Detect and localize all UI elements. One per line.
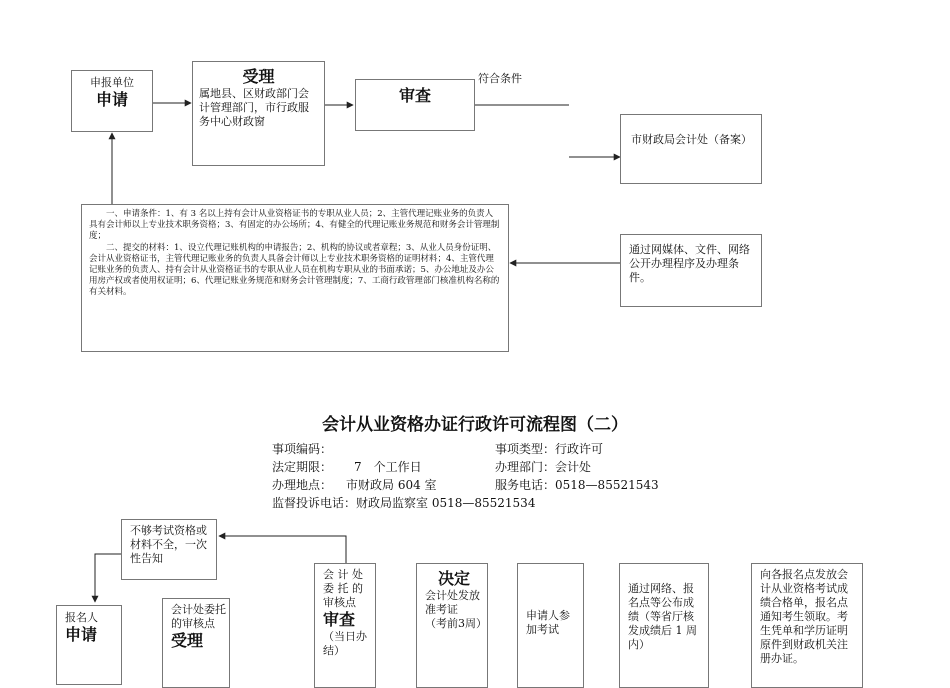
decision-box [416,563,488,688]
flow2-title: 会计从业资格办证行政许可流程图（二） [322,415,628,435]
info-place [272,476,437,495]
flow2-accept-box [162,598,230,688]
info-code [272,440,332,459]
publish-box: 通过网络、报名点等公布成绩（等省厅核发成绩后 1 周内） [619,563,709,688]
info-dept-label: 办理部门： [495,460,556,474]
flow2-review-main: 审查 [323,610,356,629]
publicity-box: 通过网媒体、文件、网络公开办理程序及办理条件。 [620,234,762,307]
requirements-box [81,204,509,352]
info-deadline-label: 法定期限： [272,460,333,474]
accept-desc: 属地县、区财政部门会计管理部门，市行政服务中心财政窗 [199,87,309,128]
info-complaint-value: 财政局监察室 0518—85521534 [356,496,536,510]
flow2-review-box [314,563,376,688]
flow2-review-suffix: （当日办结） [323,630,367,657]
info-deadline [272,458,422,477]
info-place-label: 办理地点： [272,478,333,492]
applicant-prefix: 申报单位 [90,76,134,89]
info-phone-value: 0518—85521543 [555,478,659,492]
flow2-applicant-prefix: 报名人 [65,611,98,624]
archive-box: 市财政局会计处（备案） [620,114,762,184]
info-type [495,440,603,459]
condition-label: 符合条件 [478,72,522,85]
info-deadline-value: 7 个工作日 [354,460,422,474]
info-phone-label: 服务电话： [495,478,556,492]
flow2-review-prefix: 会 计 处 委 托 的审核点 [323,568,363,609]
decision-note: （考前3周） [425,617,487,630]
requirements-materials: 二、提交的材料：1、设立代理记账机构的申请报告；2、机构的协议或者章程；3、从业人员身份证明、会计从业资格证书，主管代理记账业务的负责人具备会计师以上专业技术职务资格的证明材料；4、主管代理记账业务的负责人、持有会计从业资格证书的专职从业人员在机构专职从业的书面承诺；5、办公地址及办公用房产权或者使用权证明；6、代理记账业务规范和财务会计管理制度；7、工商行政管理部门核准机构名称的有关材料。 [89,242,500,298]
info-type-label: 事项类型： [495,442,556,456]
info-code-label: 事项编码： [272,442,333,456]
flow2-accept-main: 受理 [171,631,204,650]
decision-title: 决定 [437,569,470,588]
notify-box: 不够考试资格或材料不全，一次性告知 [121,519,217,580]
flow2-applicant-main: 申请 [65,625,98,644]
arrow-review-to-notify [219,536,346,563]
info-type-value: 行政许可 [555,442,604,456]
decision-desc: 会计处发放准考证 [425,589,480,616]
accept-title: 受理 [242,67,275,86]
info-place-value: 市财政局 604 室 [346,478,437,492]
requirements-conditions: 一、申请条件：1、有 3 名以上持有会计从业资格证书的专职从业人员；2、主管代理记账业务的负责人具有会计师以上专业技术职务资格；3、有固定的办公场所；4、有健全的代理记账业务规范和财务会计管理制度； [89,209,500,242]
applicant-main: 申请 [95,90,128,109]
accept-box [192,61,325,166]
info-complaint-label: 监督投诉电话： [272,496,357,510]
issue-box: 向各报名点发放会计从业资格考试成绩合格单，报名点通知考生领取。考生凭单和学历证明原件到财政机关注册办证。 [751,563,863,688]
exam-box: 申请人参加考试 [517,563,584,688]
applicant-box [71,70,153,132]
review-box [355,79,475,131]
info-phone [495,476,659,495]
flow2-applicant-box [56,605,122,685]
arrow-notify-to-applicant [95,554,121,602]
info-dept-value: 会计处 [555,460,592,474]
info-dept [495,458,591,477]
flow2-accept-prefix: 会计处委托的审核点 [171,603,226,630]
info-complaint [272,494,535,513]
review-title: 审查 [398,86,431,105]
